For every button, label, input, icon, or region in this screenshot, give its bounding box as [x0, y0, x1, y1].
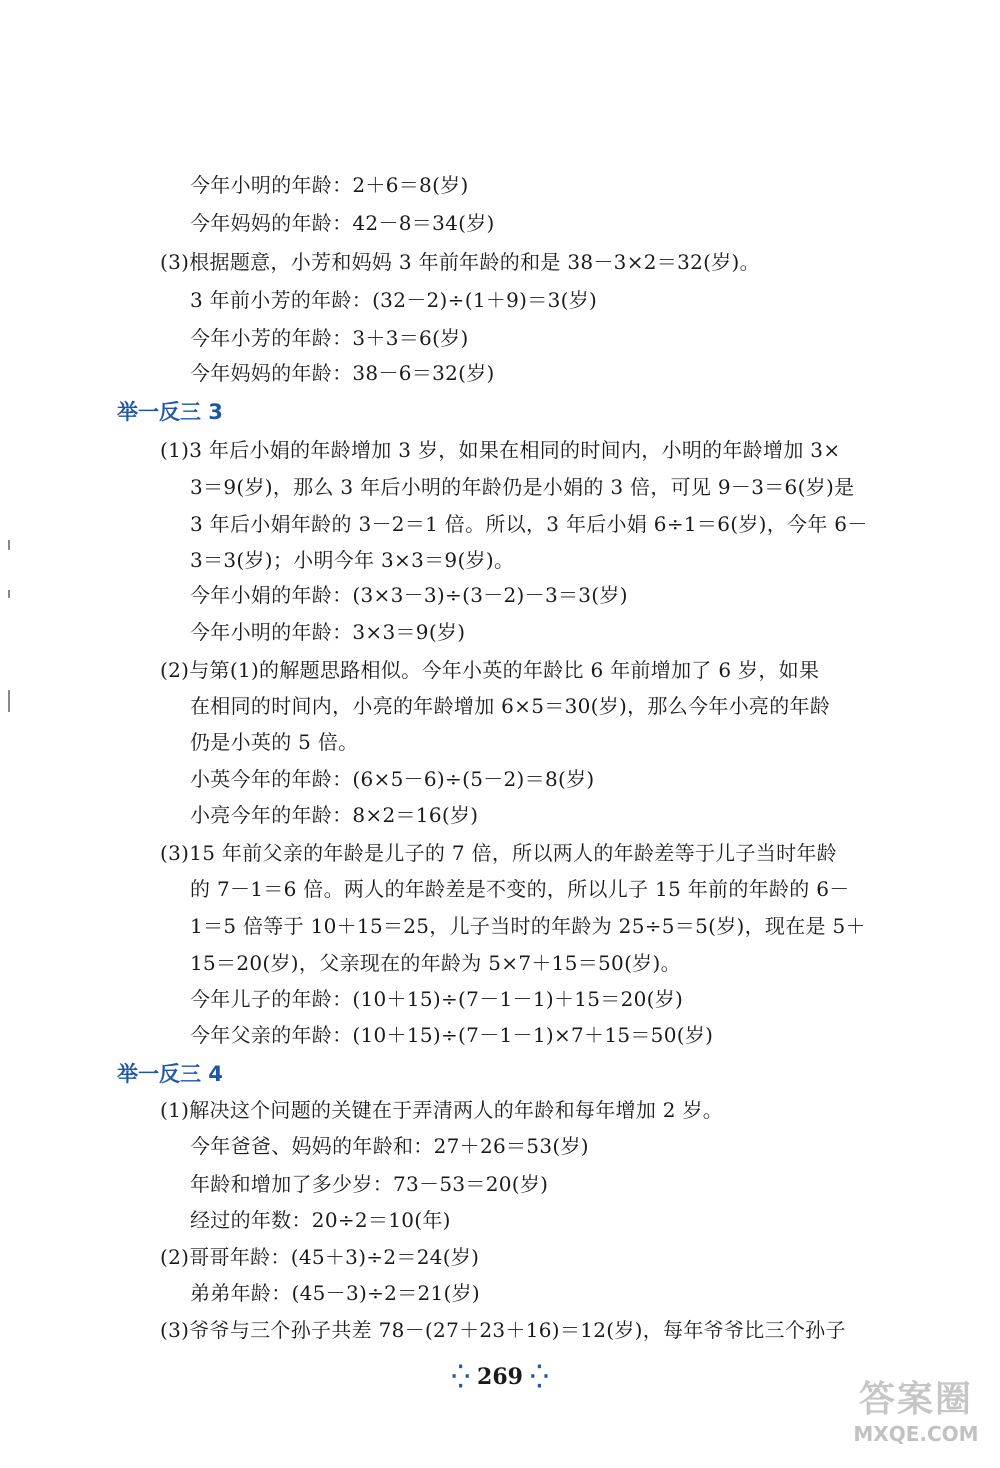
text-line: 在相同的时间内，小亮的年龄增加 6×5＝30(岁)，那么今年小亮的年龄 — [190, 694, 831, 718]
text-line: 今年父亲的年龄：(10＋15)÷(7－1－1)×7＋15＝50(岁) — [190, 1023, 714, 1047]
margin-mark — [8, 590, 10, 598]
text-line: 今年妈妈的年龄：38－6＝32(岁) — [190, 361, 495, 385]
margin-mark — [8, 540, 10, 550]
text-line: (2)哥哥年龄：(45＋3)÷2＝24(岁) — [160, 1245, 480, 1269]
text-line: 经过的年数：20÷2＝10(年) — [190, 1208, 451, 1232]
text-line: 小英今年的年龄：(6×5－6)÷(5－2)＝8(岁) — [190, 767, 595, 791]
text-line: (1)3 年后小娟的年龄增加 3 岁，如果在相同的时间内，小明的年龄增加 3× — [160, 438, 841, 462]
text-line: 今年爸爸、妈妈的年龄和：27＋26＝53(岁) — [190, 1134, 589, 1158]
text-line: 小亮今年的年龄：8×2＝16(岁) — [190, 803, 479, 827]
dots-icon: ⁛ — [530, 1364, 549, 1390]
watermark-logo — [846, 1378, 986, 1456]
text-line: (3)根据题意，小芳和妈妈 3 年前年龄的和是 38－3×2＝32(岁)。 — [160, 250, 760, 274]
page-number: 269 — [477, 1364, 523, 1390]
text-line: 仍是小英的 5 倍。 — [190, 730, 359, 754]
text-line: 今年小娟的年龄：(3×3－3)÷(3－2)－3＝3(岁) — [190, 583, 628, 607]
text-line: 今年小明的年龄：2＋6＝8(岁) — [190, 173, 469, 197]
text-line: 年龄和增加了多少岁：73－53＝20(岁) — [190, 1172, 549, 1196]
text-line: 今年小芳的年龄：3＋3＝6(岁) — [190, 326, 469, 350]
text-line: 今年小明的年龄：3×3＝9(岁) — [190, 620, 466, 644]
text-line: (1)解决这个问题的关键在于弄清两人的年龄和每年增加 2 岁。 — [160, 1098, 724, 1122]
text-line: 3＝3(岁)；小明今年 3×3＝9(岁)。 — [190, 548, 515, 572]
text-line: 3 年前小芳的年龄：(32－2)÷(1＋9)＝3(岁) — [190, 288, 598, 312]
text-line: (3)爷爷与三个孙子共差 78－(27＋23＋16)＝12(岁)，每年爷爷比三个孙子 — [160, 1318, 846, 1342]
text-line: (2)与第(1)的解题思路相似。今年小英的年龄比 6 年前增加了 6 岁，如果 — [160, 658, 820, 682]
text-line: (3)15 年前父亲的年龄是儿子的 7 倍，所以两人的年龄差等于儿子当时年龄 — [160, 841, 837, 865]
text-line: 的 7－1＝6 倍。两人的年龄差是不变的，所以儿子 15 年前的年龄的 6－ — [190, 877, 850, 901]
section-heading: 举一反三 3 — [117, 400, 223, 424]
text-line: 3＝9(岁)，那么 3 年后小明的年龄仍是小娟的 3 倍，可见 9－3＝6(岁)是 — [190, 475, 855, 499]
margin-mark — [8, 690, 10, 712]
text-line: 弟弟年龄：(45－3)÷2＝21(岁) — [190, 1281, 481, 1305]
watermark-main: 答案圈 — [858, 1379, 973, 1420]
text-line: 1＝5 倍等于 10＋15＝25，儿子当时的年龄为 25÷5＝5(岁)，现在是 5＋ — [190, 914, 866, 938]
text-line: 今年儿子的年龄：(10＋15)÷(7－1－1)＋15＝20(岁) — [190, 987, 684, 1011]
text-line: 今年妈妈的年龄：42－8＝34(岁) — [190, 211, 495, 235]
dots-icon: ⁛ — [451, 1364, 470, 1390]
text-line: 3 年后小娟年龄的 3－2＝1 倍。所以，3 年后小娟 6÷1＝6(岁)，今年 6－ — [190, 512, 868, 536]
watermark-sub: MXQE.COM — [853, 1422, 979, 1446]
section-heading: 举一反三 4 — [117, 1062, 223, 1086]
text-line: 15＝20(岁)，父亲现在的年龄为 5×7＋15＝50(岁)。 — [190, 951, 681, 975]
